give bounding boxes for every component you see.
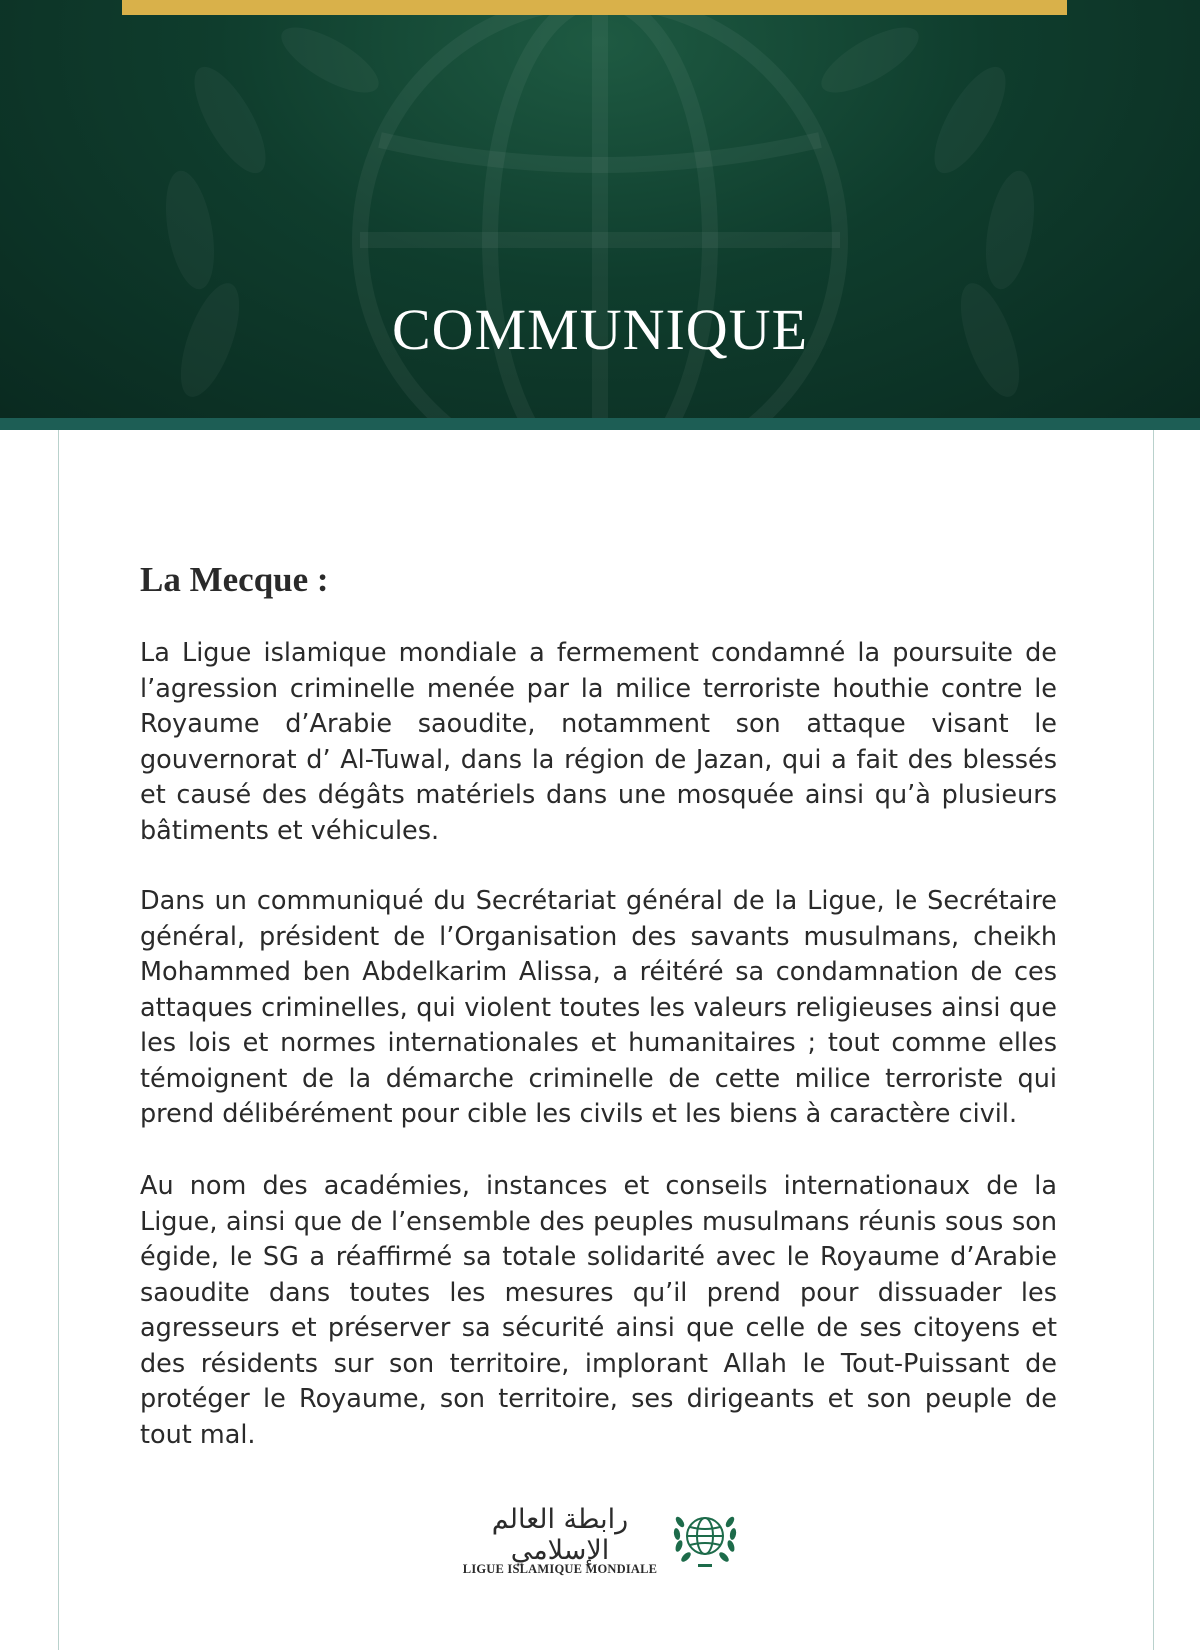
article-paragraph: Au nom des académies, instances et conseils internationaux de la Ligue, ainsi que de l’ensemble des peuples musulmans réunis sous son égide, le SG a réaffirmé sa totale solidarité avec le Royaume d’Arabie saoudite dans toutes les mesures qu’il prend pour dissuader les agresseurs et préserver sa sécurité ainsi que celle de ses citoyens et des résidents sur son territoire, implorant Allah le Tout-Puissant de protéger le Royaume, son territoire, ses dirigeants et son peuple de tout mal. xyxy=(140,1171,1057,1450)
frame-border-left xyxy=(58,430,59,1650)
article-paragraph: Dans un communiqué du Secrétariat général de la Ligue, le Secrétaire général, président de l’Organisation des savants musulmans, cheikh Mohammed ben Abdelkarim Alissa, a réitéré sa condamnation de ces attaques criminelles, qui violent toutes les valeurs religieuses ainsi que les lois et normes internationales et humanitaires ; tout comme elles témoignent de la démarche criminelle de cette milice terroriste qui prend délibérément pour cible les civils et les biens à caractère civil. xyxy=(140,886,1057,1129)
logo-latin-text: LIGUE ISLAMIQUE MONDIALE xyxy=(462,1562,658,1576)
gold-top-bar xyxy=(122,0,1067,15)
header-banner xyxy=(0,0,1200,418)
article-paragraph: La Ligue islamique mondiale a fermement condamné la poursuite de l’agression criminelle menée par la milice terroriste houthie contre le Royaume d’Arabie saoudite, notamment son attaque visant le gouvernorat d’ Al-Tuwal, dans la région de Jazan, qui a fait des blessés et causé des dégâts matériels dans une mosquée ainsi qu’à plusieurs bâtiments et véhicules. xyxy=(140,638,1057,846)
frame-border-right xyxy=(1153,430,1154,1650)
organization-logo xyxy=(455,1500,755,1590)
logo-arabic-text: رابطة العالم الإسلامي xyxy=(491,1504,629,1566)
header-stripe xyxy=(0,418,1200,430)
globe-wreath-icon xyxy=(668,1500,742,1574)
page-title: COMMUNIQUE xyxy=(392,297,808,362)
dateline: La Mecque : xyxy=(140,560,329,599)
